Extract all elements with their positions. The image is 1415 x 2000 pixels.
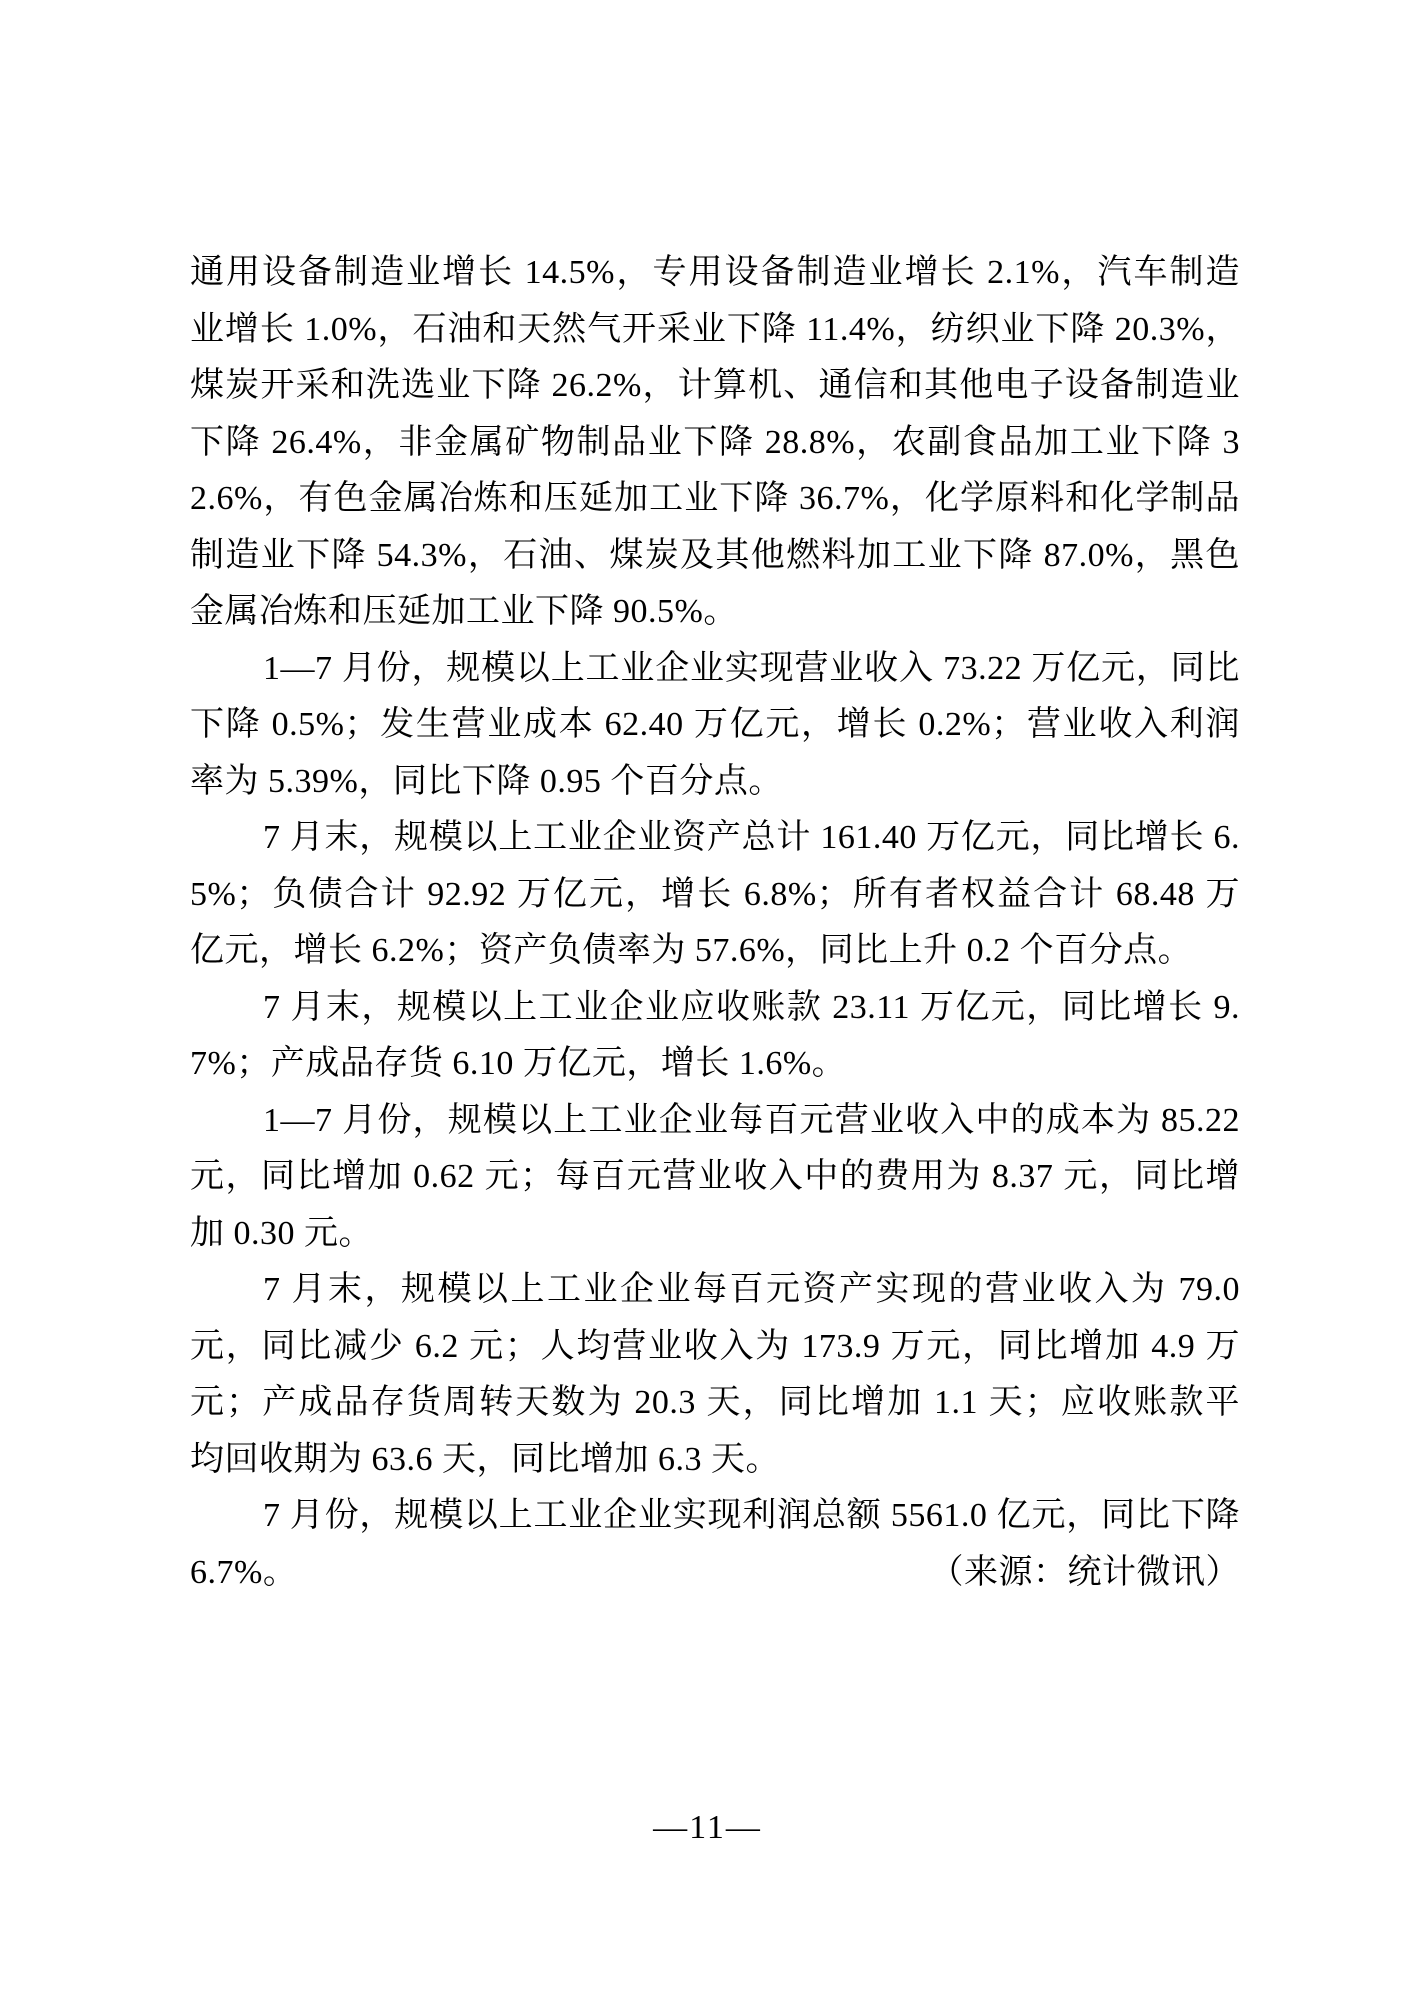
- text-line: 煤炭开采和洗选业下降 26.2%，计算机、通信和其他电子设备制造业: [190, 367, 1240, 404]
- text-line: 均回收期为 63.6 天，同比增加 6.3 天。: [190, 1440, 780, 1478]
- text-line: 制造业下降 54.3%，石油、煤炭及其他燃料加工业下降 87.0%，黑色: [190, 536, 1240, 574]
- text-line: 加 0.30 元。: [190, 1214, 373, 1252]
- text-line: 元，同比增加 0.62 元；每百元营业收入中的费用为 8.37 元，同比增: [190, 1158, 1240, 1195]
- text-line: 1—7 月份，规模以上工业企业每百元营业收入中的成本为 85.22: [263, 1101, 1240, 1139]
- text-line: 元，同比减少 6.2 元；人均营业收入为 173.9 万元，同比增加 4.9 万: [190, 1327, 1240, 1365]
- text-line: 下降 0.5%；发生营业成本 62.40 万亿元，增长 0.2%；营业收入利润: [190, 706, 1240, 743]
- text-line: 7 月份，规模以上工业企业实现利润总额 5561.0 亿元，同比下降: [263, 1497, 1240, 1534]
- text-line: 2.6%，有色金属冶炼和压延加工业下降 36.7%，化学原料和化学制品: [190, 480, 1240, 517]
- text-line: 7 月末，规模以上工业企业每百元资产实现的营业收入为 79.0: [263, 1271, 1240, 1308]
- text-line-with-source: [190, 1545, 1240, 1602]
- text-line: 元；产成品存货周转天数为 20.3 天，同比增加 1.1 天；应收账款平: [190, 1384, 1240, 1421]
- text-line: 1—7 月份，规模以上工业企业实现营业收入 73.22 万亿元，同比: [263, 649, 1240, 687]
- text-line: 7 月末，规模以上工业企业应收账款 23.11 万亿元，同比增长 9.: [263, 988, 1240, 1026]
- text-line: 业增长 1.0%，石油和天然气开采业下降 11.4%，纺织业下降 20.3%，: [190, 310, 1240, 348]
- text-line: 5%；负债合计 92.92 万亿元，增长 6.8%；所有者权益合计 68.48 万: [190, 875, 1240, 913]
- text-line: 下降 26.4%，非金属矿物制品业下降 28.8%，农副食品加工业下降 3: [190, 423, 1240, 461]
- text-line: 率为 5.39%，同比下降 0.95 个百分点。: [190, 762, 783, 800]
- text-line: 7%；产成品存货 6.10 万亿元，增长 1.6%。: [190, 1045, 847, 1082]
- text-line: 7 月末，规模以上工业企业资产总计 161.40 万亿元，同比增长 6.: [263, 819, 1240, 856]
- last-line-text: 6.7%。: [190, 1553, 298, 1591]
- text-line: 亿元，增长 6.2%；资产负债率为 57.6%，同比上升 0.2 个百分点。: [190, 932, 1193, 969]
- page-number: —11—: [653, 1809, 762, 1846]
- text-line: 金属冶炼和压延加工业下降 90.5%。: [190, 593, 738, 630]
- text-line: 通用设备制造业增长 14.5%，专用设备制造业增长 2.1%，汽车制造: [190, 254, 1240, 291]
- source-attribution: （来源：统计微讯）: [929, 1553, 1240, 1591]
- body-text: [190, 245, 1240, 1601]
